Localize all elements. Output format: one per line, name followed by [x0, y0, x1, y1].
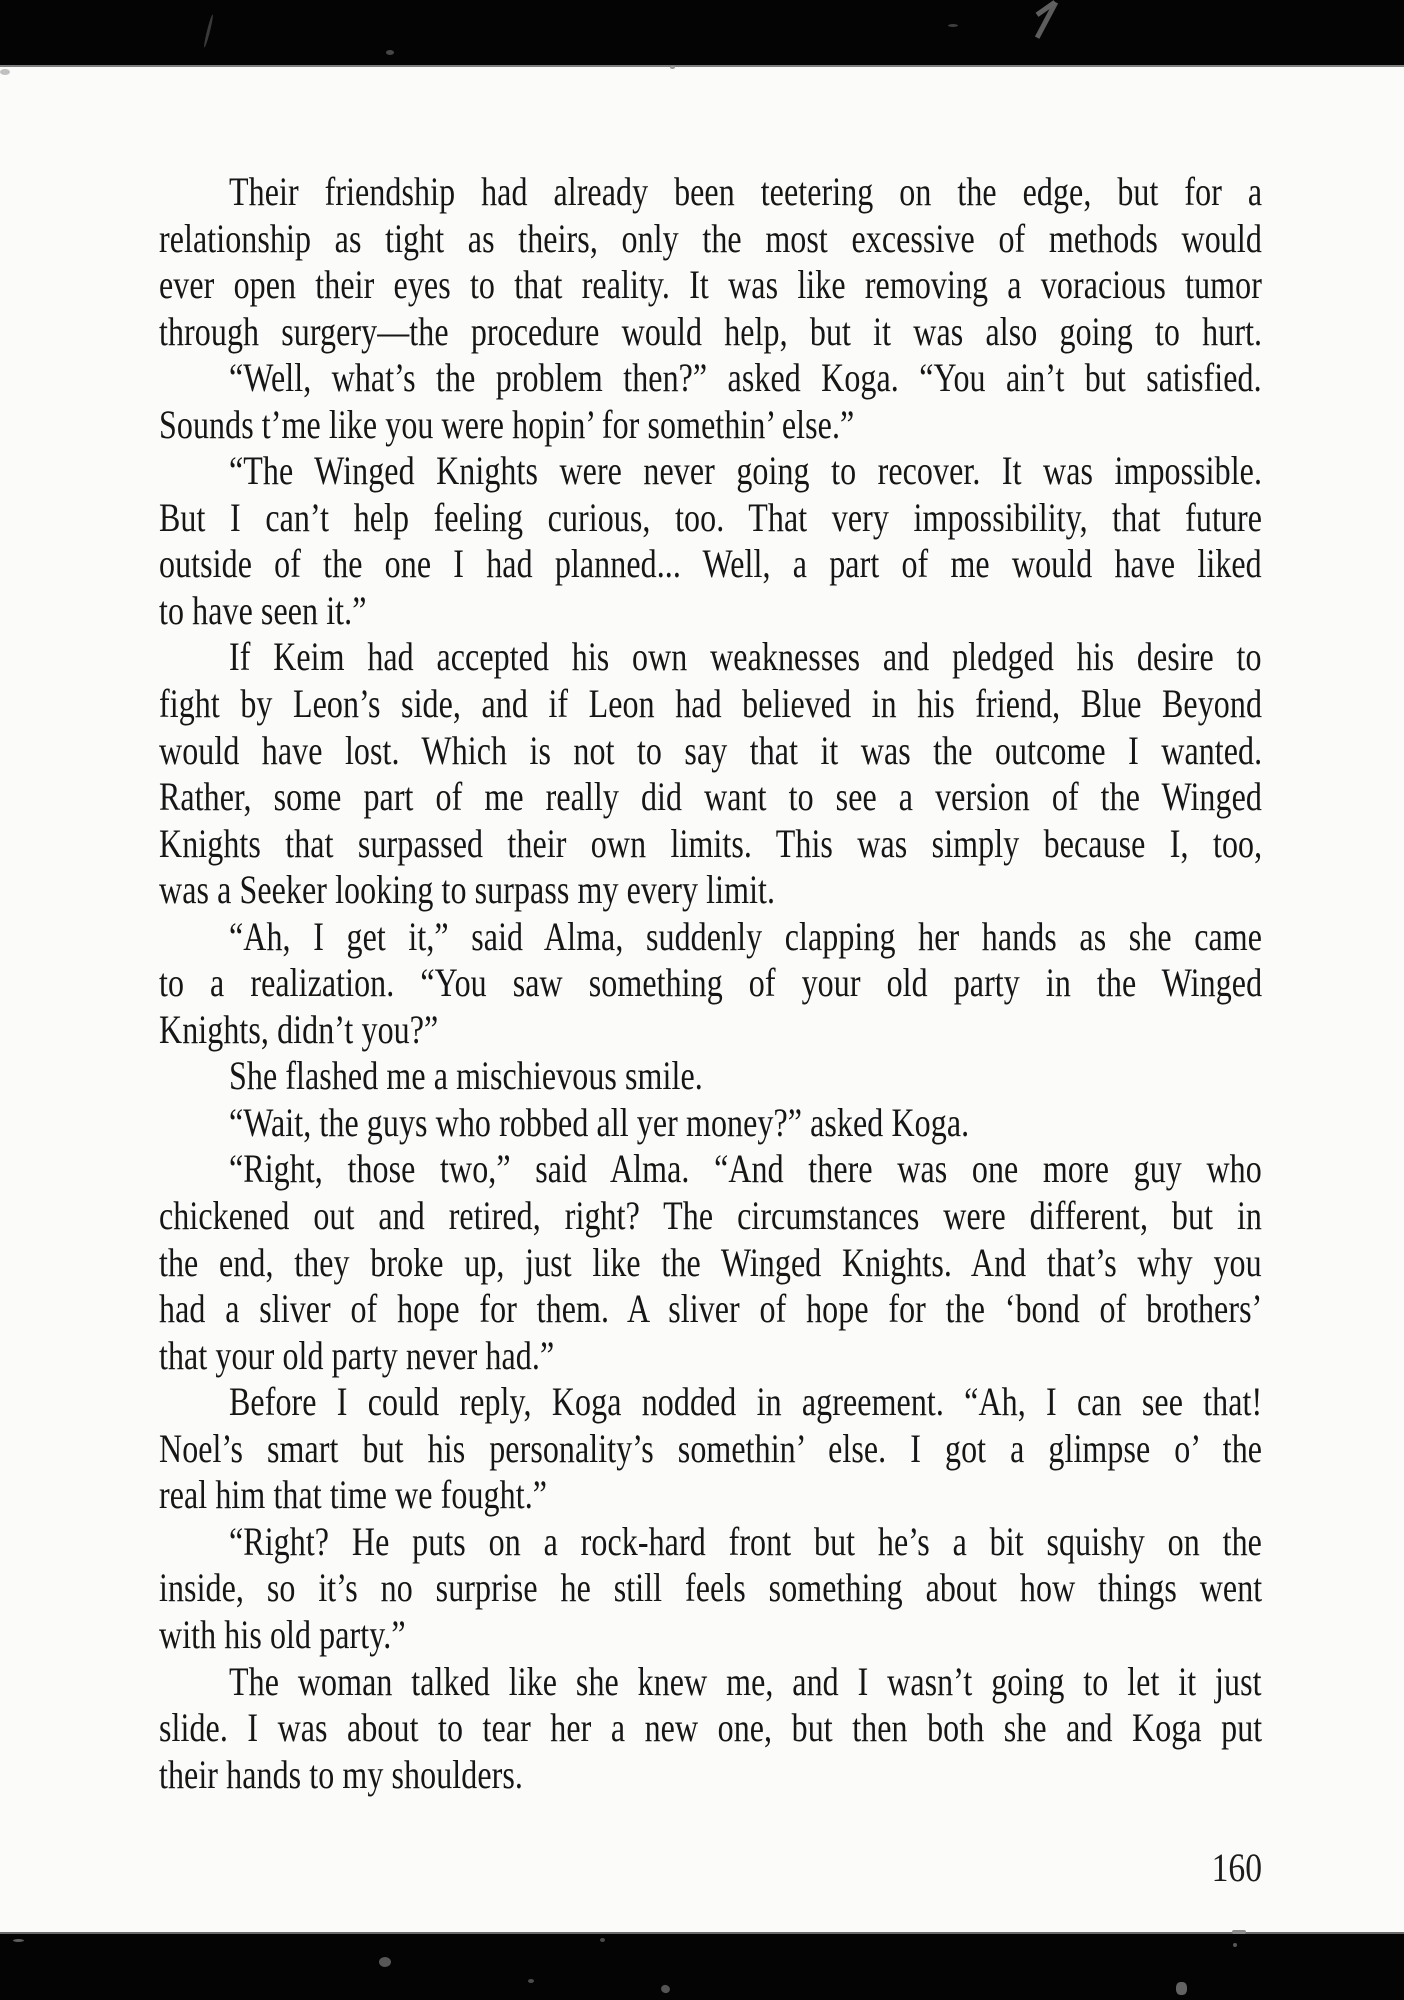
text-line — [159, 1286, 1263, 1333]
text-line — [159, 913, 1263, 961]
text-line-content: ever open their eyes to that reality. It was like removing a voracious tumor — [159, 262, 1262, 308]
text-line — [159, 1705, 1263, 1752]
text-line-content: “Well, what’s the problem then?” asked Koga. “You ain’t but satisfied. — [229, 355, 1262, 401]
text-line-content: “Ah, I get it,” said Alma, suddenly clapping her hands as she came — [229, 913, 1263, 959]
scan-speck — [1176, 1982, 1187, 1995]
text-line — [159, 634, 1262, 681]
text-line-content: “Wait, the guys who robbed all yer money?” asked Koga. — [229, 1099, 970, 1145]
bottom-scan-bar — [0, 1932, 1404, 2000]
text-line — [159, 1193, 1263, 1240]
text-line-content: real him that time we fought.” — [159, 1472, 548, 1518]
text-line — [159, 448, 1263, 495]
text-line — [159, 541, 1262, 588]
text-line — [159, 681, 1263, 728]
scan-speck — [948, 24, 958, 27]
text-line-content: If Keim had accepted his own weaknesses and pledged his desire to — [229, 634, 1262, 680]
text-line-content: Before I could reply, Koga nodded in agreement. “Ah, I can see that! — [229, 1379, 1263, 1425]
text-line — [159, 1333, 1041, 1380]
text-line — [159, 355, 1262, 402]
text-line-content: inside, so it’s no surprise he still feels something about how things went — [159, 1565, 1263, 1611]
text-line-content: their hands to my shoulders. — [159, 1751, 523, 1797]
text-line — [159, 820, 1263, 868]
text-line — [159, 215, 1262, 263]
text-line-content: Knights, didn’t you?” — [159, 1006, 439, 1052]
text-line — [159, 1518, 1262, 1566]
text-line-content: to have seen it.” — [159, 587, 367, 633]
text-line — [159, 1658, 1262, 1706]
text-line-content: But I can’t help feeling curious, too. That very impossibility, that future — [159, 494, 1263, 540]
text-line-content: that your old party never had.” — [159, 1332, 555, 1378]
text-line-content: “Right, those two,” said Alma. “And there was one more guy who — [229, 1146, 1262, 1192]
text-line-content: had a sliver of hope for them. A sliver of hope for the ‘bond of brothers’ — [159, 1286, 1263, 1332]
text-line-content: slide. I was about to tear her a new one, but then both she and Koga put — [159, 1705, 1263, 1751]
text-line — [159, 1472, 1041, 1519]
text-line-content: Rather, some part of me really did want to see a version of the Winged — [159, 774, 1262, 820]
text-line — [159, 1146, 1262, 1193]
text-line — [159, 402, 1041, 449]
text-line-content: chickened out and retired, right? The circumstances were different, but in — [159, 1193, 1263, 1239]
text-line — [159, 1379, 1263, 1426]
text-line-content: fight by Leon’s side, and if Leon had believed in his friend, Blue Beyond — [159, 681, 1263, 727]
text-line — [159, 1565, 1263, 1612]
text-line — [159, 1053, 1041, 1100]
text-line-content: outside of the one I had planned... Well, a part of me would have liked — [159, 541, 1262, 587]
text-line-content: was a Seeker looking to surpass my every limit. — [159, 867, 776, 913]
text-line — [159, 262, 1262, 309]
scan-speck — [670, 66, 675, 69]
text-line — [159, 774, 1262, 821]
scan-speck — [386, 50, 394, 55]
scan-speck — [13, 1939, 24, 1942]
text-line-content: She flashed me a mischievous smile. — [229, 1053, 703, 1099]
text-line — [159, 494, 1263, 542]
scan-speck — [600, 1938, 605, 1942]
text-line-content: to a realization. “You saw something of your old party in the Winged — [159, 960, 1263, 1006]
text-line — [159, 727, 1263, 775]
top-scan-bar — [0, 0, 1404, 67]
page-text-block — [159, 169, 1262, 1798]
text-line-content: “Right? He puts on a rock-hard front but he’s a bit squishy on the — [229, 1518, 1262, 1564]
text-line-content: Noel’s smart but his personality’s somethin’ else. I got a glimpse o’ the — [159, 1425, 1263, 1471]
text-line — [159, 588, 1041, 635]
text-line — [159, 1100, 1041, 1147]
text-line-content: “The Winged Knights were never going to recover. It was impossible. — [229, 448, 1263, 494]
text-line-content: Their friendship had already been teetering on the edge, but for a — [229, 169, 1263, 214]
text-line-content: The woman talked like she knew me, and I wasn’t going to let it just — [229, 1658, 1262, 1704]
text-line — [159, 1752, 1041, 1799]
text-line — [159, 1612, 1041, 1659]
text-line-content: would have lost. Which is not to say that it was the outcome I wanted. — [159, 727, 1263, 773]
text-line-content: with his old party.” — [159, 1611, 406, 1657]
text-line — [159, 1239, 1262, 1287]
text-line — [159, 169, 1263, 216]
text-line-content: Sounds t’me like you were hopin’ for somethin’ else.” — [159, 401, 855, 447]
scan-speck — [528, 1979, 534, 1983]
text-line — [159, 308, 1263, 356]
text-line — [159, 1007, 1041, 1054]
text-line-content: relationship as tight as theirs, only the most excessive of methods would — [159, 215, 1262, 261]
scan-speck — [1233, 1943, 1237, 1947]
scan-speck — [1232, 1930, 1246, 1934]
scan-mark-icon — [1033, 0, 1059, 46]
scan-speck — [0, 69, 10, 75]
text-line — [159, 867, 1041, 914]
page-number: 160 — [1211, 1845, 1262, 1890]
text-line-content: through surgery—the procedure would help, but it was also going to hurt. — [159, 308, 1263, 354]
scan-speck — [379, 1957, 391, 1967]
text-line — [159, 960, 1263, 1007]
text-line-content: the end, they broke up, just like the Winged Knights. And that’s why you — [159, 1239, 1262, 1285]
text-line-content: Knights that surpassed their own limits. This was simply because I, too, — [159, 820, 1263, 866]
text-line — [159, 1425, 1263, 1473]
